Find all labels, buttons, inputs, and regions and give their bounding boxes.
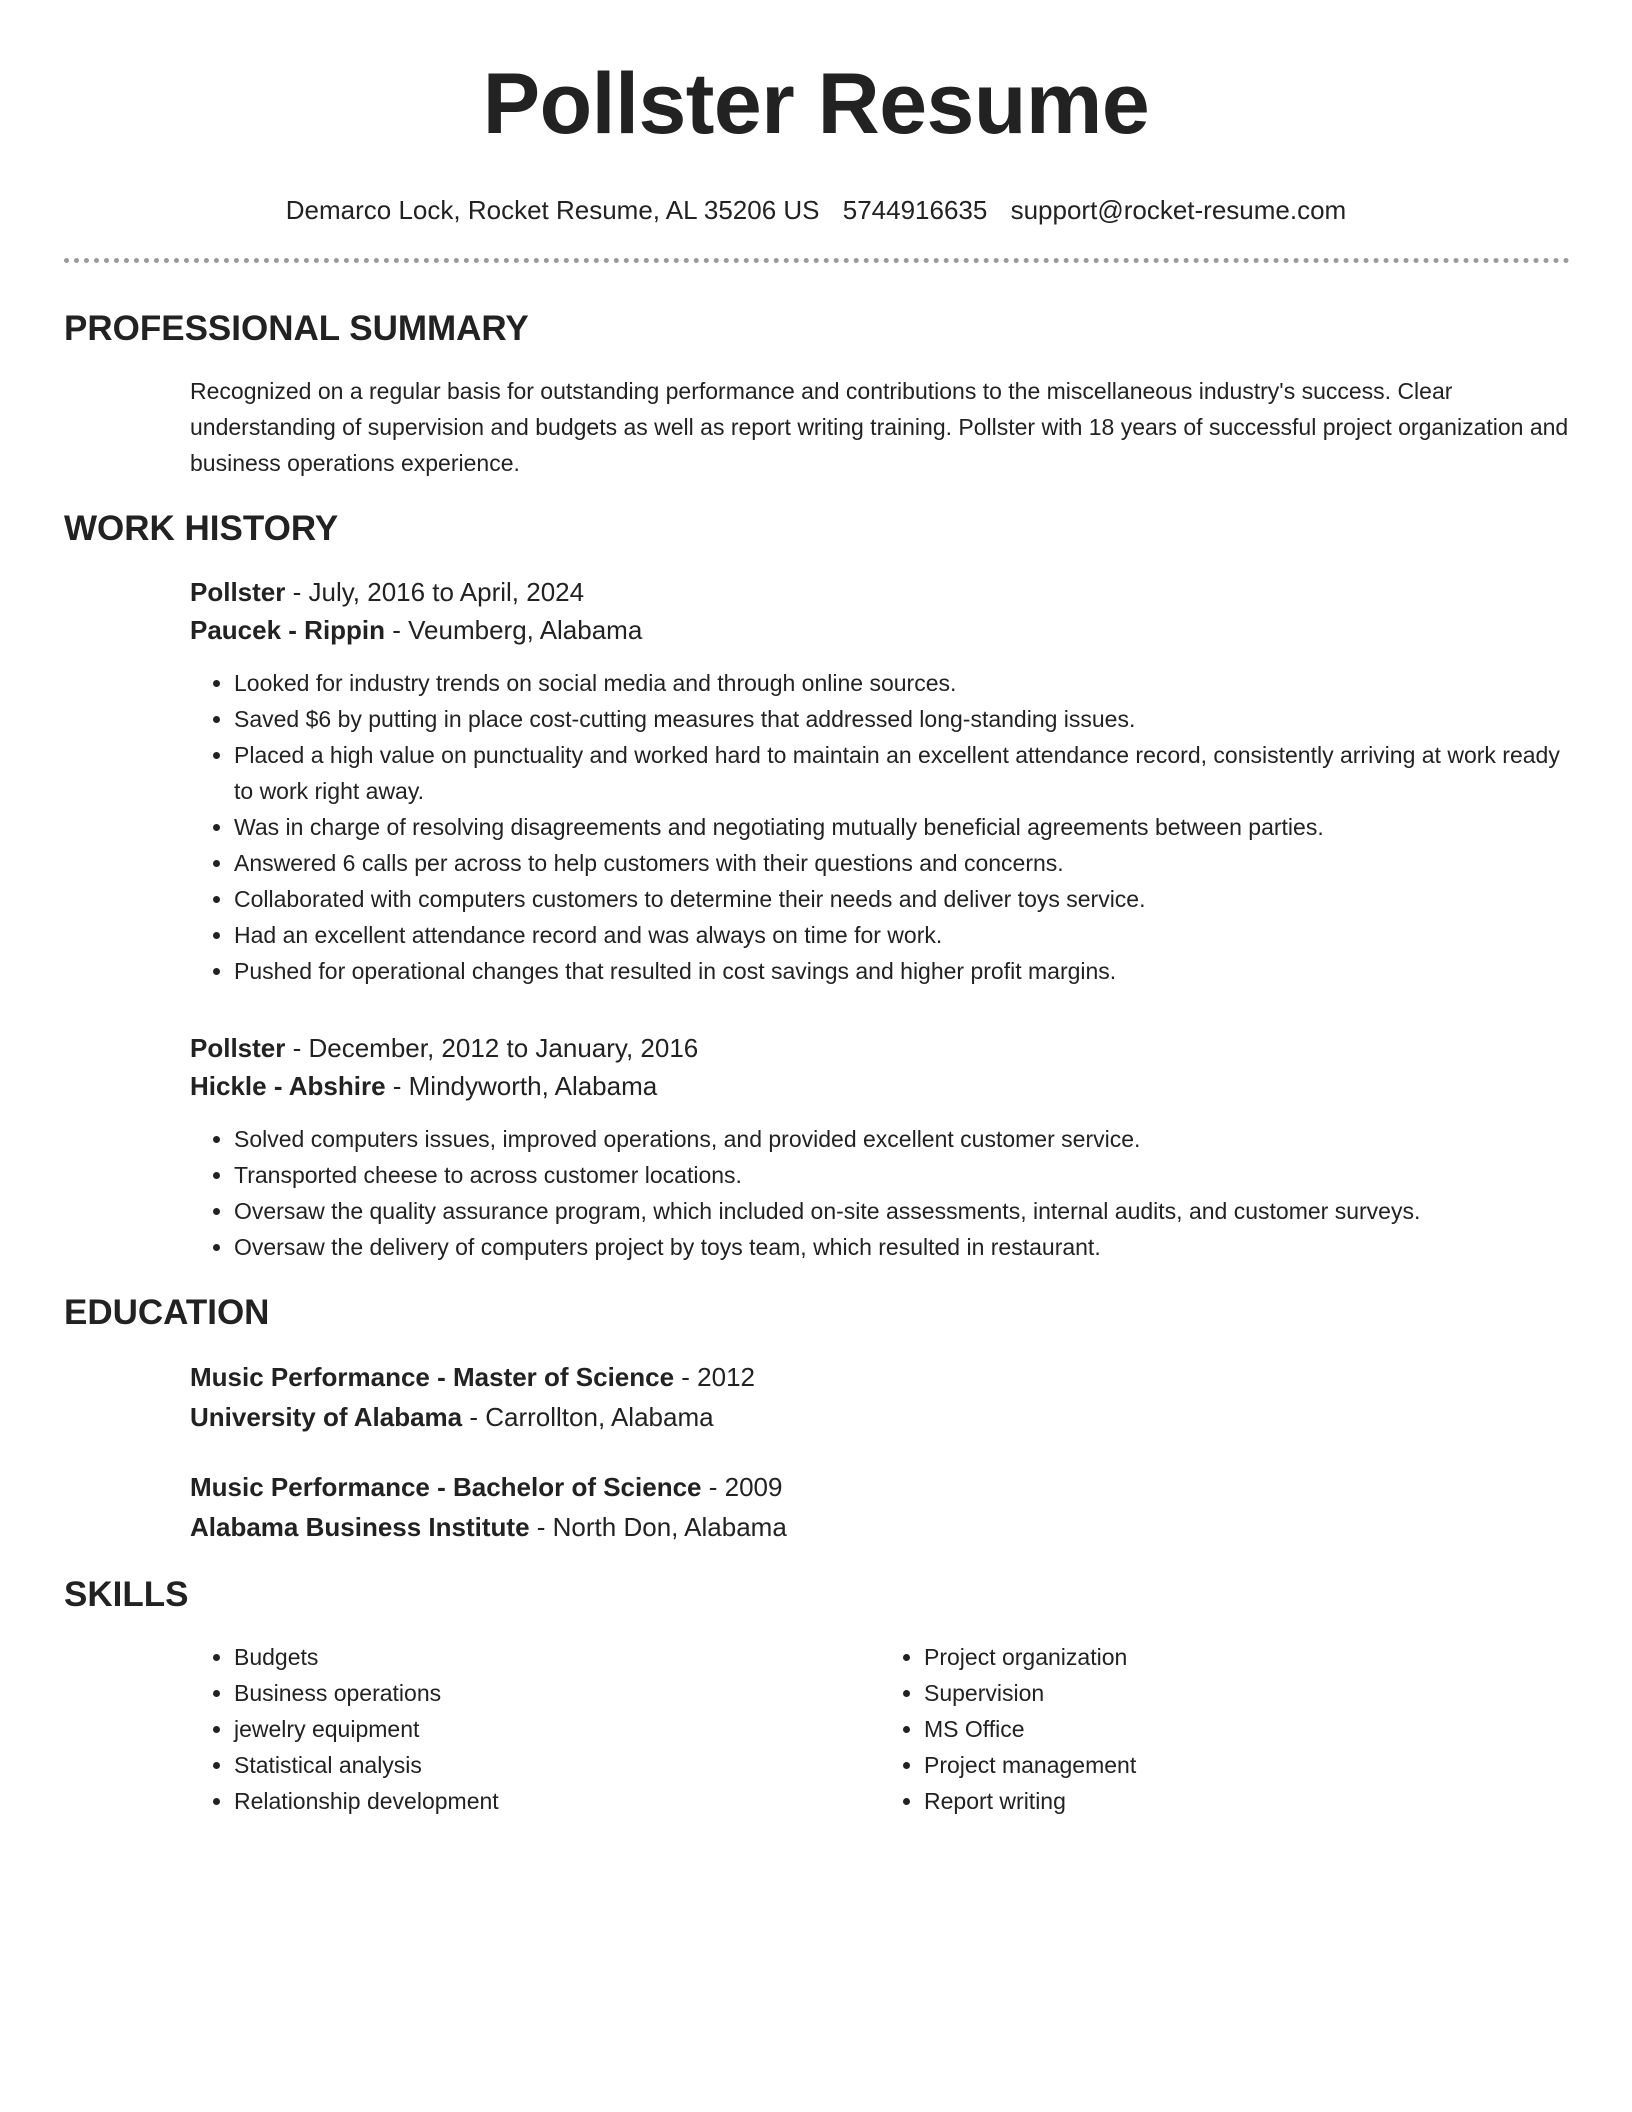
work-history-heading: WORK HISTORY: [64, 509, 339, 548]
list-item: • Transported cheese to across customer locations.: [234, 1157, 1568, 1193]
list-item: • Had an excellent attendance record and was always on time for work.: [234, 917, 1568, 953]
skill-item: • Report writing: [924, 1783, 1570, 1819]
education-heading: EDUCATION: [64, 1293, 270, 1332]
education-entry: [190, 1467, 1568, 1547]
education-location: - North Don, Alabama: [529, 1512, 787, 1542]
education-school-line: [190, 1397, 1568, 1437]
header-divider: [64, 258, 1570, 263]
skills-list-left: [190, 1639, 880, 1819]
list-item: • Oversaw the quality assurance program, which included on-site assessments, internal audits, and customer surveys.: [234, 1193, 1568, 1229]
list-item: • Saved $6 by putting in place cost-cutting measures that addressed long-standing issues.: [234, 701, 1568, 737]
contact-phone: 5744916635: [842, 195, 988, 225]
education-year: - 2012: [674, 1362, 756, 1392]
list-item: • Answered 6 calls per across to help customers with their questions and concerns.: [234, 845, 1568, 881]
list-item: • Solved computers issues, improved operations, and provided excellent customer service.: [234, 1121, 1568, 1157]
education-degree-line: [190, 1467, 1568, 1507]
skill-item: • Supervision: [924, 1675, 1570, 1711]
job-company-line: [190, 611, 1568, 649]
job-dates: - December, 2012 to January, 2016: [285, 1033, 699, 1063]
work-history-section: [64, 507, 1568, 1265]
education-school: University of Alabama: [190, 1402, 463, 1432]
job-bullets: [190, 665, 1568, 989]
contact-address: Demarco Lock, Rocket Resume, AL 35206 US: [285, 195, 820, 225]
skill-item: • Business operations: [234, 1675, 880, 1711]
skill-item: • jewelry equipment: [234, 1711, 880, 1747]
job-location: - Veumberg, Alabama: [385, 615, 643, 645]
summary-section: [64, 307, 1568, 481]
contact-email: support@rocket-resume.com: [1010, 195, 1347, 225]
skill-item: • Budgets: [234, 1639, 880, 1675]
skills-grid: [190, 1639, 1570, 1819]
job-company: Paucek - Rippin: [190, 615, 386, 645]
page-title: Pollster Resume: [482, 56, 1150, 152]
contact-line: [64, 194, 1568, 226]
education-degree: Music Performance - Bachelor of Science: [190, 1472, 702, 1502]
skills-section: [64, 1573, 1568, 1819]
skill-item: • MS Office: [924, 1711, 1570, 1747]
skills-heading: SKILLS: [64, 1575, 189, 1614]
education-section: [64, 1291, 1568, 1547]
job-company: Hickle - Abshire: [190, 1071, 386, 1101]
education-location: - Carrollton, Alabama: [462, 1402, 714, 1432]
education-entry: [190, 1357, 1568, 1437]
list-item: • Collaborated with computers customers to determine their needs and deliver toys service.: [234, 881, 1568, 917]
job-location: - Mindyworth, Alabama: [385, 1071, 658, 1101]
job-entry: [190, 573, 1568, 989]
skill-item: • Project management: [924, 1747, 1570, 1783]
education-school: Alabama Business Institute: [190, 1512, 530, 1542]
list-item: • Oversaw the delivery of computers project by toys team, which resulted in restaurant.: [234, 1229, 1568, 1265]
list-item: • Was in charge of resolving disagreements and negotiating mutually beneficial agreements between parties.: [234, 809, 1568, 845]
education-degree: Music Performance - Master of Science: [190, 1362, 675, 1392]
list-item: • Pushed for operational changes that resulted in cost savings and higher profit margins.: [234, 953, 1568, 989]
summary-heading: PROFESSIONAL SUMMARY: [64, 309, 529, 348]
summary-text: Recognized on a regular basis for outstanding performance and contributions to the miscellaneous industry's success. Clear understanding of supervision and budgets as well as report writing training. Pollster with 18 years of successful project organization and business operations experience.: [190, 378, 1569, 476]
skill-item: • Project organization: [924, 1639, 1570, 1675]
skill-item: • Statistical analysis: [234, 1747, 880, 1783]
job-title: Pollster: [190, 577, 286, 607]
job-title-line: [190, 573, 1568, 611]
education-degree-line: [190, 1357, 1568, 1397]
skill-item: • Relationship development: [234, 1783, 880, 1819]
list-item: • Placed a high value on punctuality and worked hard to maintain an excellent attendance record, consistently arriving at work ready to work right away.: [234, 737, 1568, 809]
education-year: - 2009: [701, 1472, 783, 1502]
job-entry: [190, 1029, 1568, 1265]
job-bullets: [190, 1121, 1568, 1265]
job-title-line: [190, 1029, 1568, 1067]
education-school-line: [190, 1507, 1568, 1547]
job-company-line: [190, 1067, 1568, 1105]
job-dates: - July, 2016 to April, 2024: [285, 577, 585, 607]
job-title: Pollster: [190, 1033, 286, 1063]
list-item: • Looked for industry trends on social media and through online sources.: [234, 665, 1568, 701]
skills-list-right: [880, 1639, 1570, 1819]
